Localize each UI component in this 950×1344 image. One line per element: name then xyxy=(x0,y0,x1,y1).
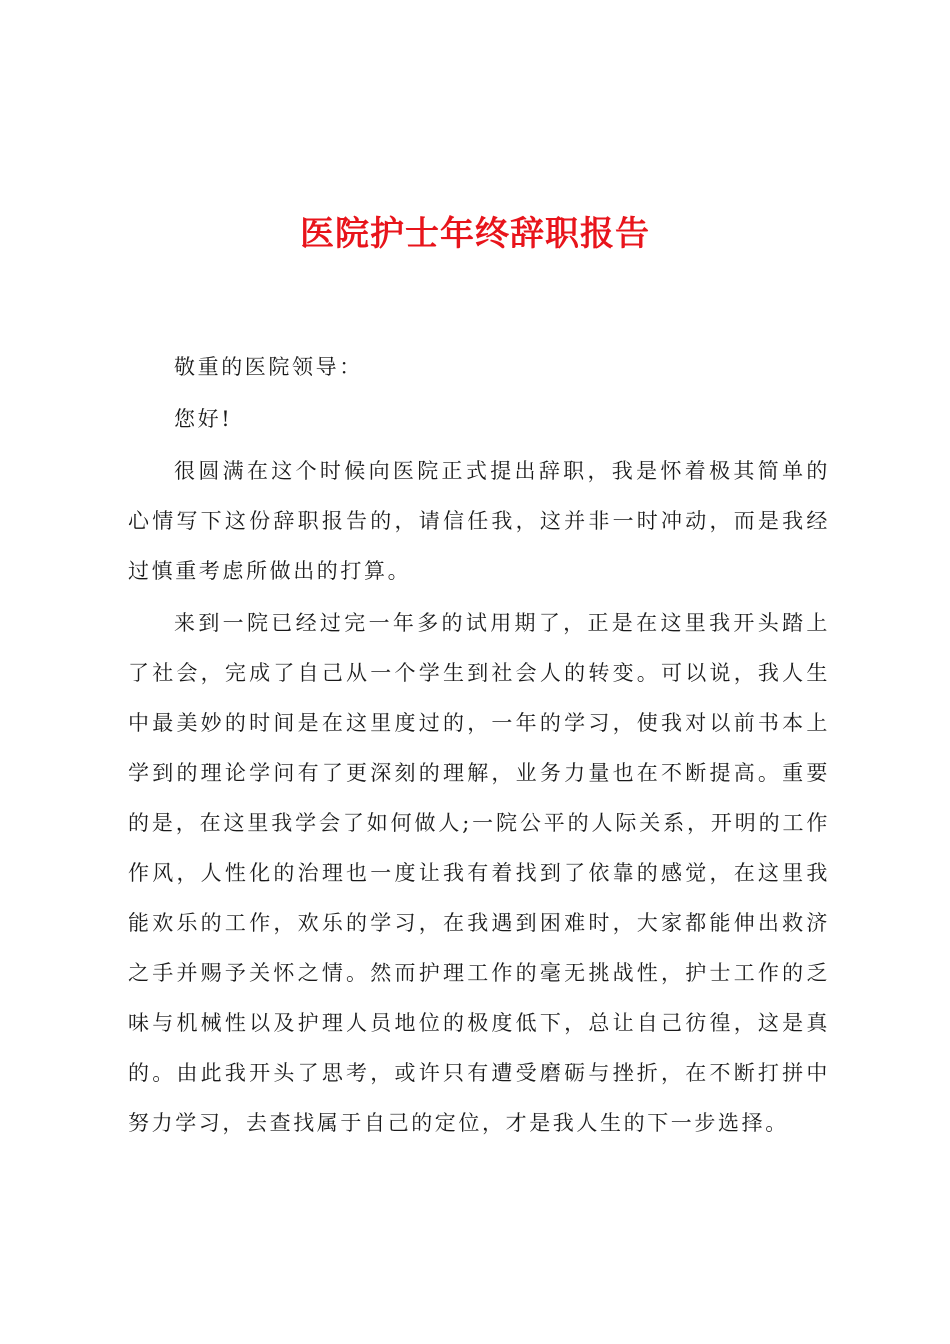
salutation: 敬重的医院领导： xyxy=(174,355,363,379)
paragraph-intro: 很圆满在这个时候向医院正式提出辞职，我是怀着极其简单的心情写下这份辞职报告的，请信任我，这并非一时冲动，而是我经过慎重考虑所做出的打算。 xyxy=(128,459,830,583)
paragraph-reflection: 来到一院已经过完一年多的试用期了，正是在这里我开头踏上了社会，完成了自己从一个学生到社会人的转变。可以说，我人生中最美妙的时间是在这里度过的，一年的学习，使我对以前书本上学到的理论学问有了更深刻的理解，业务力量也在不断提高。重要的是，在这里我学会了如何做人;一院公平的人际关系，开明的工作作风，人性化的治理也一度让我有着找到了依靠的感觉，在这里我能欢乐的工作，欢乐的学习，在我遇到困难时，大家都能伸出救济之手并赐予关怀之情。然而护理工作的毫无挑战性，护士工作的乏味与机械性以及护理人员地位的极度低下，总让自己彷徨，这是真的。由此我开头了思考，或许只有遭受磨砺与挫折，在不断打拼中努力学习，去查找属于自己的定位，才是我人生的下一步选择。 xyxy=(128,611,830,1135)
document-body xyxy=(128,342,830,1150)
greeting: 您好! xyxy=(174,407,233,431)
document-title: 医院护士年终辞职报告 xyxy=(300,214,650,254)
